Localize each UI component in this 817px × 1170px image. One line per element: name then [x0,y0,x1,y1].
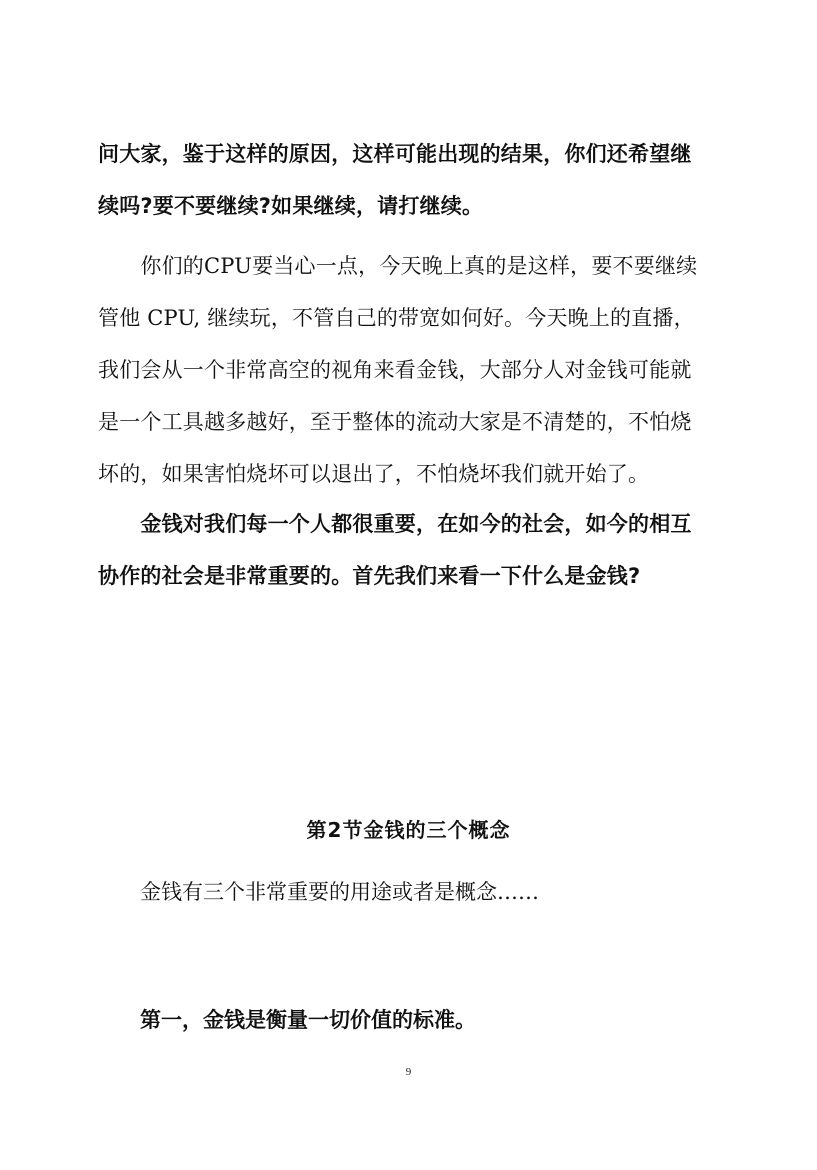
page-number: 9 [405,1066,412,1078]
paragraph-line: 你们的CPU要当心一点，今天晚上真的是这样，要不要继续 [98,254,698,278]
paragraph-line: 是一个工具越多越好，至于整体的流动大家是不清楚的，不怕烧 [98,410,692,434]
section-heading: 第2节金钱的三个概念 [306,818,511,842]
paragraph-line: 管他 CPU, 继续玩，不管自己的带宽如何好。今天晚上的直播， [98,306,695,330]
paragraph-continuation [98,128,720,232]
paragraph-line: 我们会从一个非常高空的视角来看金钱，大部分人对金钱可能就 [98,358,692,382]
paragraph-money-importance [98,498,720,602]
paragraph-line: 金钱对我们每一个人都很重要，在如今的社会，如今的相互 [98,512,692,536]
section-intro: 金钱有三个非常重要的用途或者是概念…… [140,880,539,904]
paragraph-line: 协作的社会是非常重要的。首先我们来看一下什么是金钱? [98,564,641,588]
paragraph-line: 坏的，如果害怕烧坏可以退出了，不怕烧坏我们就开始了。 [98,462,650,486]
paragraph-line: 续吗?要不要继续?如果继续，请打继续。 [98,194,484,218]
paragraph-line: 问大家，鉴于这样的原因，这样可能出现的结果，你们还希望继 [98,142,692,166]
paragraph-cpu-warning [98,240,720,500]
point-one: 第一，金钱是衡量一切价值的标准。 [140,1008,476,1032]
